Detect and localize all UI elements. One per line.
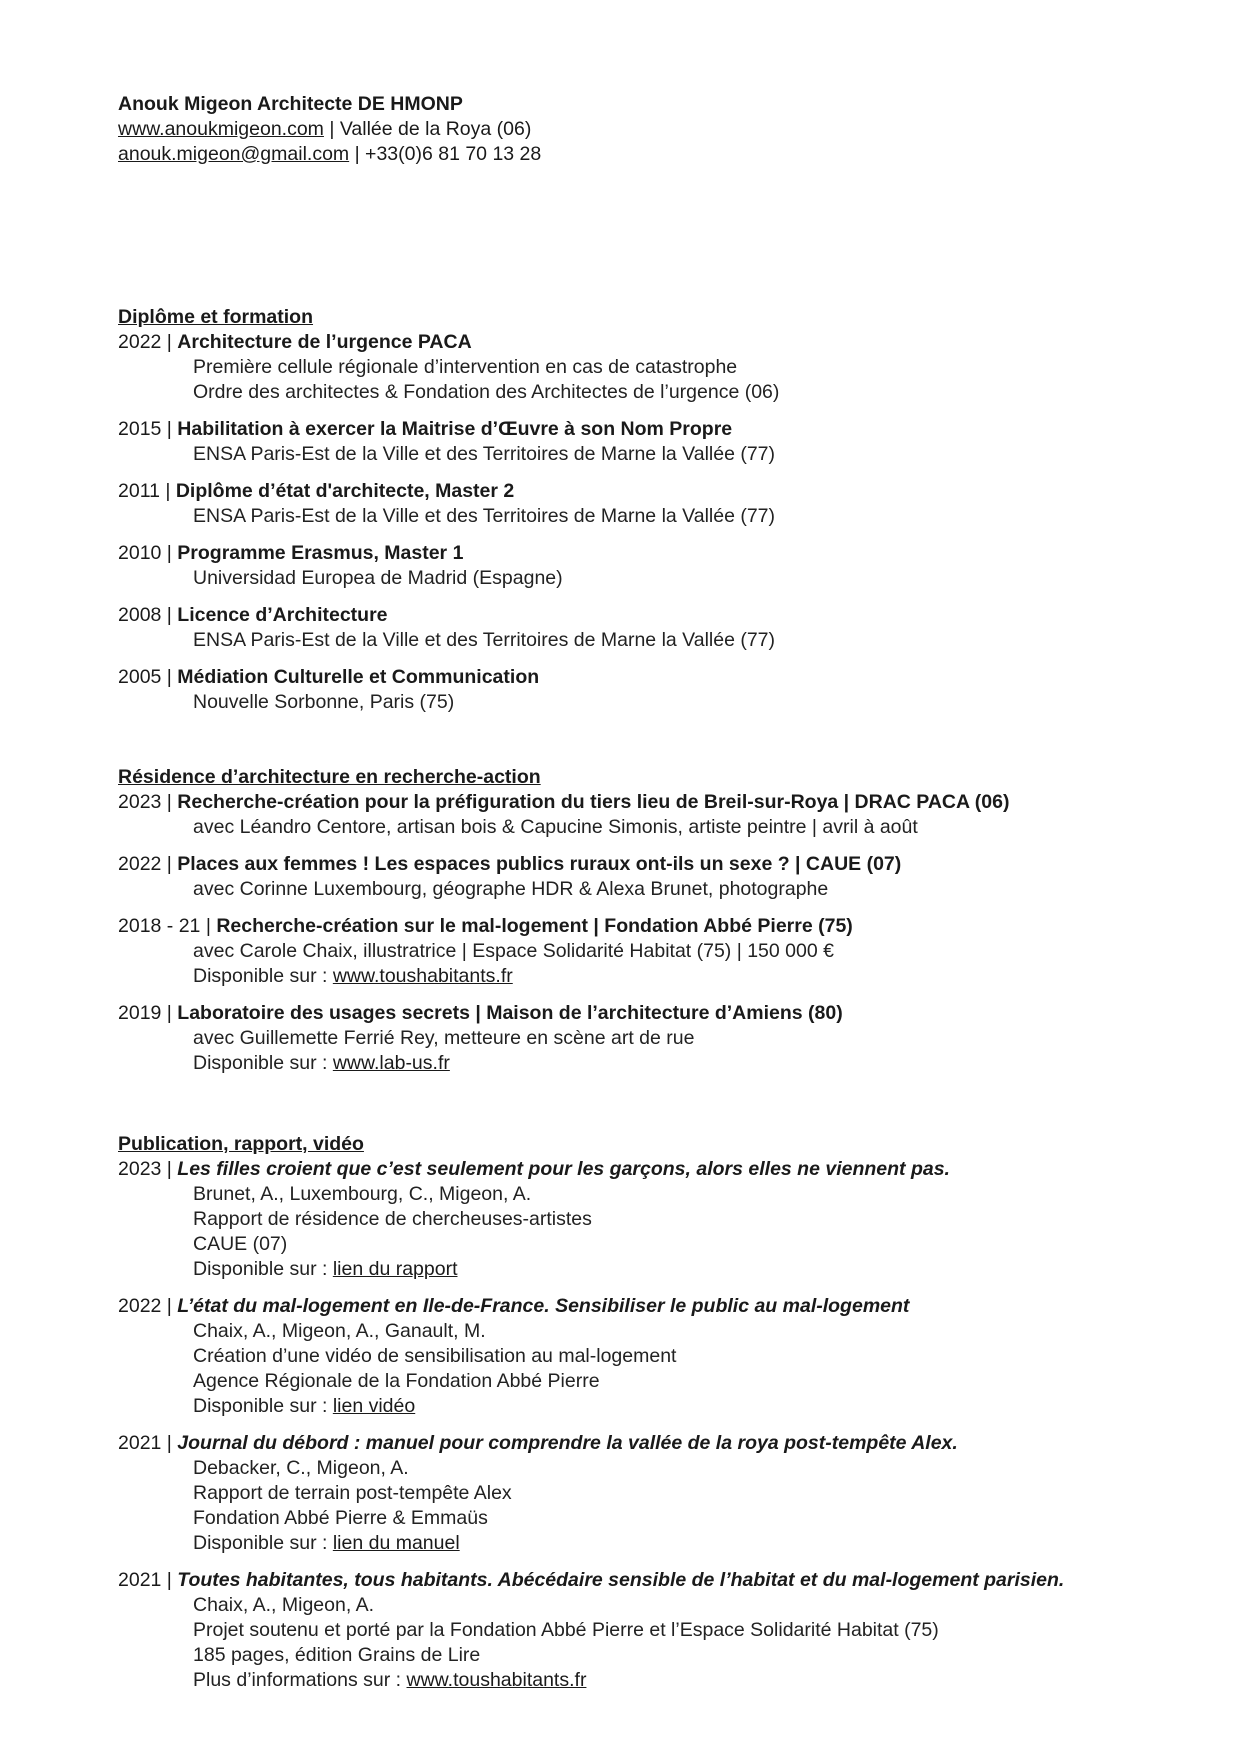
entry-year: 2022 |	[118, 1295, 178, 1317]
publication-entry	[118, 1157, 1198, 1282]
entry-detail-line: Première cellule régionale d’intervention en cas de catastrophe	[193, 356, 738, 378]
entry-title: Recherche-création sur le mal-logement | Fondation Abbé Pierre (75)	[216, 915, 853, 937]
entry-heading	[118, 665, 1198, 690]
section-title-formation: Diplôme et formation	[118, 306, 314, 328]
entry-title: Architecture de l’urgence PACA	[177, 331, 472, 353]
entry-heading	[118, 852, 1198, 877]
publication-section	[118, 1132, 1198, 1705]
entry-detail-line: Agence Régionale de la Fondation Abbé Pierre	[193, 1370, 600, 1392]
section-title-publication: Publication, rapport, vidéo	[118, 1133, 364, 1155]
entry-year: 2008 |	[118, 604, 178, 626]
entry-year: 2021 |	[118, 1432, 178, 1454]
entry-title: Places aux femmes ! Les espaces publics ruraux ont-ils un sexe ? | CAUE (07)	[177, 853, 902, 875]
entry-detail-line: Chaix, A., Migeon, A., Ganault, M.	[193, 1320, 486, 1342]
entry-year: 2011 |	[118, 480, 176, 502]
entry-link[interactable]: www.lab-us.fr	[332, 1052, 450, 1074]
location-text: | Vallée de la Roya (06)	[323, 118, 532, 140]
residence-section	[118, 765, 1198, 1088]
entry-availability-line	[118, 1531, 1198, 1556]
availability-prefix: Disponible sur :	[193, 1052, 333, 1074]
entry-detail-line: Fondation Abbé Pierre & Emmaüs	[193, 1507, 488, 1529]
entry-detail-line: ENSA Paris-Est de la Ville et des Territoires de Marne la Vallée (77)	[193, 443, 776, 465]
entry-detail-line: Création d’une vidéo de sensibilisation au mal-logement	[193, 1345, 677, 1367]
entry-heading	[118, 1157, 1198, 1182]
entry-detail-line: Projet soutenu et porté par la Fondation Abbé Pierre et l’Espace Solidarité Habitat (75)	[193, 1619, 939, 1641]
entry-title: Médiation Culturelle et Communication	[177, 666, 540, 688]
author-name: Anouk Migeon Architecte DE HMONP	[118, 93, 463, 115]
entry-heading	[118, 603, 1198, 628]
entry-link[interactable]: www.toushabitants.fr	[406, 1669, 587, 1691]
entry-detail-line: ENSA Paris-Est de la Ville et des Territoires de Marne la Vallée (77)	[193, 505, 776, 527]
publication-entry	[118, 1568, 1198, 1693]
entry-detail-line: Debacker, C., Migeon, A.	[193, 1457, 409, 1479]
entry-title: Habilitation à exercer la Maitrise d’Œuvre à son Nom Propre	[177, 418, 733, 440]
entry-title: Laboratoire des usages secrets | Maison de l’architecture d’Amiens (80)	[177, 1002, 843, 1024]
entry-year: 2019 |	[118, 1002, 178, 1024]
entry-link[interactable]: lien vidéo	[332, 1395, 416, 1417]
availability-prefix: Disponible sur :	[193, 1258, 333, 1280]
publication-entry	[118, 1294, 1198, 1419]
formation-entry	[118, 665, 1198, 715]
phone-text: | +33(0)6 81 70 13 28	[349, 143, 542, 165]
entry-availability-line	[118, 1257, 1198, 1282]
entry-title: Les filles croient que c’est seulement pour les garçons, alors elles ne viennent pas.	[177, 1158, 950, 1180]
entry-heading	[118, 1294, 1198, 1319]
entry-heading	[118, 479, 1198, 504]
entry-availability-line	[118, 1394, 1198, 1419]
entry-detail-line: avec Corinne Luxembourg, géographe HDR & Alexa Brunet, photographe	[193, 878, 829, 900]
entry-heading	[118, 541, 1198, 566]
entry-detail-line: 185 pages, édition Grains de Lire	[193, 1644, 481, 1666]
entry-detail-line: avec Carole Chaix, illustratrice | Espace Solidarité Habitat (75) | 150 000 €	[193, 940, 834, 962]
residence-entry	[118, 852, 1198, 902]
entry-detail-line: Brunet, A., Luxembourg, C., Migeon, A.	[193, 1183, 532, 1205]
formation-entry	[118, 541, 1198, 591]
entry-availability-line	[118, 1051, 1198, 1076]
residence-entry	[118, 790, 1198, 840]
entry-heading	[118, 330, 1198, 355]
entry-heading	[118, 790, 1198, 815]
publication-entry	[118, 1431, 1198, 1556]
entry-title: Toutes habitantes, tous habitants. Abécédaire sensible de l’habitat et du mal-logement parisien.	[177, 1569, 1065, 1591]
formation-entry	[118, 603, 1198, 653]
entry-detail-line: CAUE (07)	[193, 1233, 288, 1255]
entry-detail-line: Rapport de résidence de chercheuses-artistes	[193, 1208, 592, 1230]
entry-year: 2023 |	[118, 791, 178, 813]
entry-availability-line	[118, 964, 1198, 989]
entry-title: L’état du mal-logement en Ile-de-France. Sensibiliser le public au mal-logement	[177, 1295, 910, 1317]
entry-heading	[118, 1431, 1198, 1456]
entry-heading	[118, 417, 1198, 442]
entry-year: 2021 |	[118, 1569, 178, 1591]
entry-heading	[118, 1001, 1198, 1026]
website-line	[118, 117, 541, 142]
availability-prefix: Disponible sur :	[193, 1395, 333, 1417]
entry-year: 2018 - 21 |	[118, 915, 217, 937]
website-link[interactable]: www.anoukmigeon.com	[118, 118, 324, 140]
section-title-residence: Résidence d’architecture en recherche-action	[118, 766, 541, 788]
entry-detail-line: Rapport de terrain post-tempête Alex	[193, 1482, 512, 1504]
entry-detail-line: ENSA Paris-Est de la Ville et des Territoires de Marne la Vallée (77)	[193, 629, 776, 651]
entry-detail-line: Nouvelle Sorbonne, Paris (75)	[193, 691, 455, 713]
entry-link[interactable]: lien du manuel	[332, 1532, 460, 1554]
email-line	[118, 142, 541, 167]
entry-detail-line: Universidad Europea de Madrid (Espagne)	[193, 567, 563, 589]
entry-detail-line: avec Léandro Centore, artisan bois & Capucine Simonis, artiste peintre | avril à août	[193, 816, 918, 838]
entry-year: 2015 |	[118, 418, 178, 440]
entry-year: 2022 |	[118, 853, 178, 875]
entry-year: 2023 |	[118, 1158, 178, 1180]
entry-title: Programme Erasmus, Master 1	[177, 542, 464, 564]
entry-detail-line: Ordre des architectes & Fondation des Architectes de l’urgence (06)	[193, 381, 780, 403]
formation-entry	[118, 330, 1198, 405]
entry-heading	[118, 1568, 1198, 1593]
entry-year: 2005 |	[118, 666, 178, 688]
entry-detail-line: Chaix, A., Migeon, A.	[193, 1594, 375, 1616]
entry-title: Recherche-création pour la préfiguration du tiers lieu de Breil-sur-Roya | DRAC PACA (06)	[177, 791, 1010, 813]
entry-link[interactable]: www.toushabitants.fr	[332, 965, 513, 987]
entry-heading	[118, 914, 1198, 939]
formation-entry	[118, 479, 1198, 529]
entry-title: Diplôme d’état d'architecte, Master 2	[175, 480, 515, 502]
email-link[interactable]: anouk.migeon@gmail.com	[118, 143, 350, 165]
entry-link[interactable]: lien du rapport	[332, 1258, 458, 1280]
entry-title: Journal du débord : manuel pour comprendre la vallée de la roya post-tempête Alex.	[177, 1432, 958, 1454]
residence-entry	[118, 914, 1198, 989]
contact-header	[118, 92, 541, 167]
entry-title: Licence d’Architecture	[177, 604, 388, 626]
availability-prefix: Plus d’informations sur :	[193, 1669, 407, 1691]
availability-prefix: Disponible sur :	[193, 1532, 333, 1554]
availability-prefix: Disponible sur :	[193, 965, 333, 987]
formation-entry	[118, 417, 1198, 467]
entry-detail-line: avec Guillemette Ferrié Rey, metteure en scène art de rue	[193, 1027, 695, 1049]
residence-entry	[118, 1001, 1198, 1076]
formation-section	[118, 305, 1198, 727]
entry-availability-line	[118, 1668, 1198, 1693]
entry-year: 2022 |	[118, 331, 178, 353]
entry-year: 2010 |	[118, 542, 178, 564]
